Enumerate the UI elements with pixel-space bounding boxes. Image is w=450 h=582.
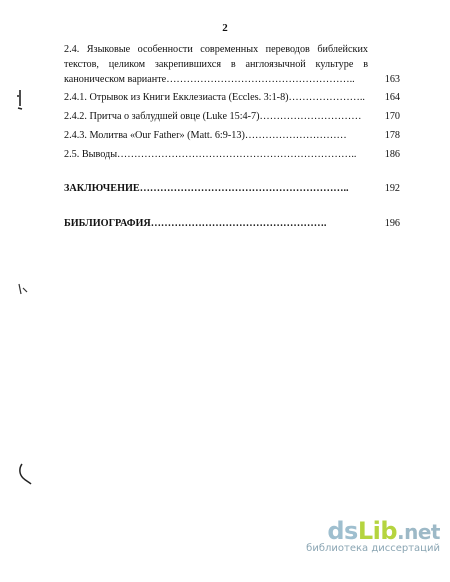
toc-entry-2-4-line2: текстов, целиком закрепившихся в англоязычной культуре в bbox=[64, 59, 368, 70]
toc-entry-2-4-3-text: 2.4.3. Молитва «Our Father» (Matt. 6:9-13)………………………… bbox=[64, 130, 347, 141]
toc-entry-2-4-1-page: 164 bbox=[384, 92, 400, 103]
logo-net-text: .net bbox=[397, 520, 440, 544]
toc-entry-2-4-2 bbox=[64, 109, 400, 124]
toc-entry-2-4-2-text: 2.4.2. Притча о заблудшей овце (Luke 15:4-7)………………………… bbox=[64, 111, 362, 122]
dslib-logo bbox=[327, 517, 440, 545]
toc-entry-2-4-3 bbox=[64, 128, 400, 143]
scan-mark-2 bbox=[16, 282, 30, 298]
toc-entry-2-5 bbox=[64, 147, 400, 162]
toc-entry-2-4-text: каноническом варианте……………………………………………….. bbox=[64, 74, 355, 85]
watermark-subtitle: библиотека диссертаций bbox=[306, 543, 440, 554]
toc-entry-2-4-1 bbox=[64, 90, 400, 105]
toc-entry-conclusion-page: 192 bbox=[384, 183, 400, 194]
toc-entry-2-5-text: 2.5. Выводы…………………………………………………………….. bbox=[64, 149, 357, 160]
toc-entry-2-4-3-page: 178 bbox=[384, 130, 400, 141]
scan-mark-3 bbox=[17, 462, 35, 486]
toc-entry-conclusion bbox=[64, 181, 400, 196]
table-of-contents bbox=[64, 42, 400, 231]
toc-entry-2-5-page: 186 bbox=[384, 149, 400, 160]
logo-ds-text: ds bbox=[327, 517, 358, 545]
scan-mark-1 bbox=[14, 88, 26, 112]
toc-entry-conclusion-text: ЗАКЛЮЧЕНИЕ…………………………………………………….. bbox=[64, 183, 349, 194]
toc-entry-bibliography-text: БИБЛИОГРАФИЯ……………………………………………. bbox=[64, 218, 327, 229]
toc-entry-2-4-2-page: 170 bbox=[384, 111, 400, 122]
dslib-watermark bbox=[270, 517, 440, 554]
toc-entry-2-4-1-text: 2.4.1. Отрывок из Книги Екклезиаста (Eccles. 3:1-8)………………….. bbox=[64, 92, 365, 103]
toc-entry-bibliography bbox=[64, 216, 400, 231]
toc-entry-bibliography-page: 196 bbox=[384, 218, 400, 229]
toc-entry-2-4-page: 163 bbox=[384, 74, 400, 85]
toc-entry-2-4-line3 bbox=[64, 72, 400, 87]
page-number: 2 bbox=[222, 22, 228, 34]
logo-lib-text: Lib bbox=[357, 517, 398, 545]
toc-entry-2-4-line1: 2.4. Языковые особенности современных переводов библейских bbox=[64, 44, 368, 55]
